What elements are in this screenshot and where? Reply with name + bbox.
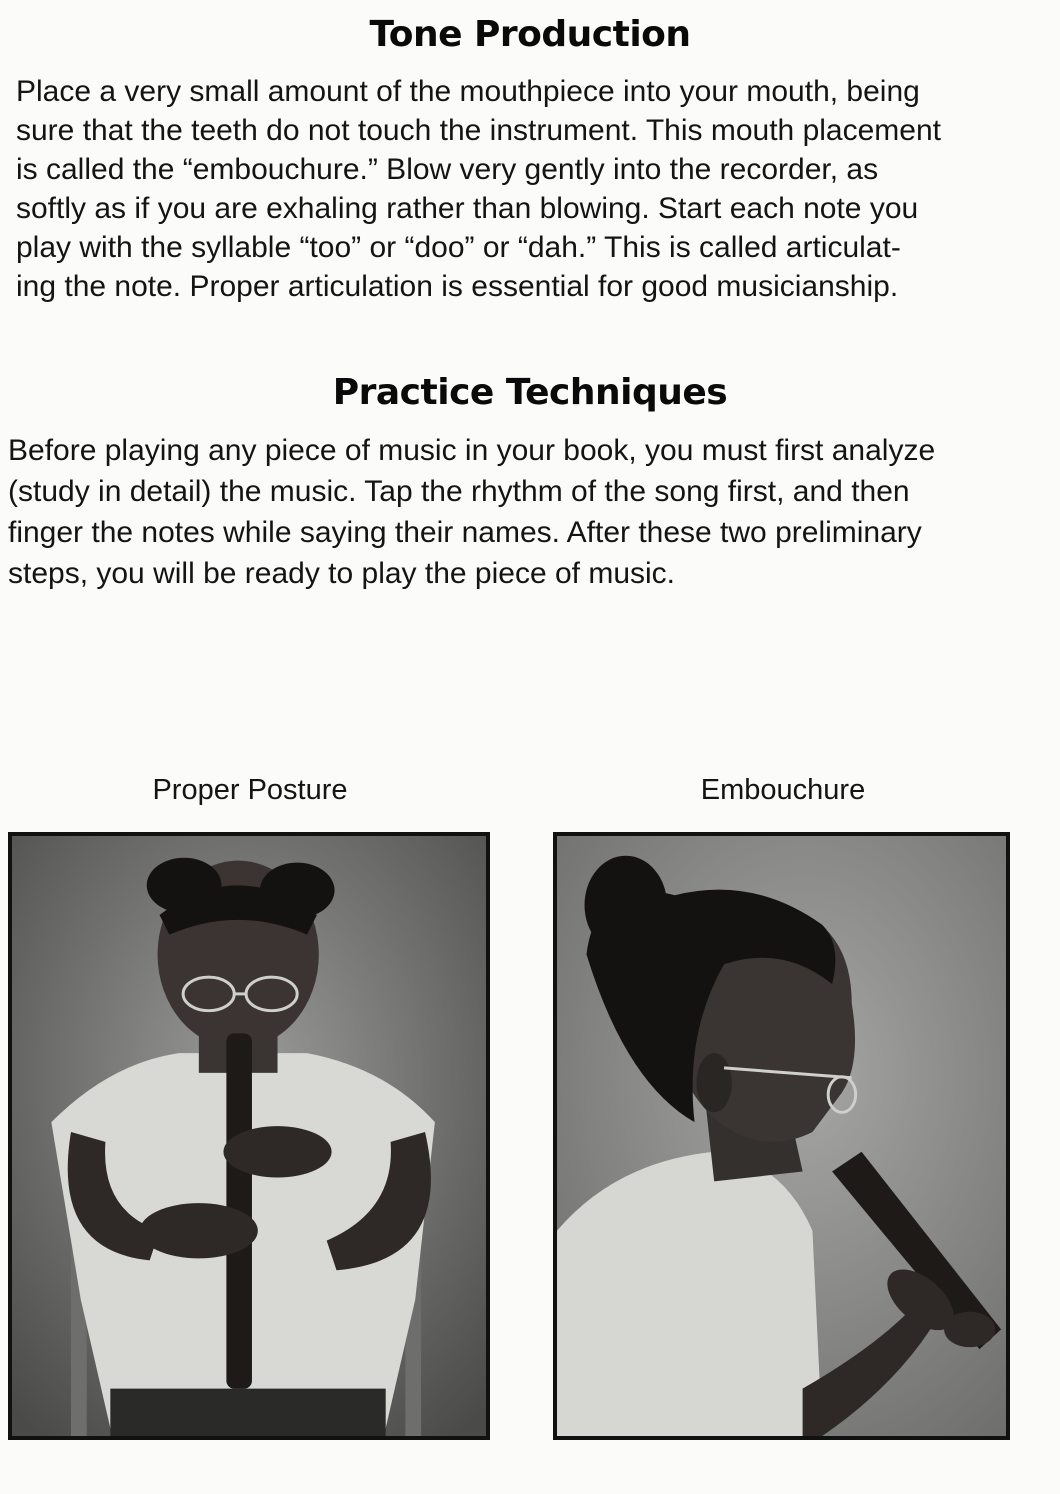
embouchure-caption: Embouchure [700,774,866,806]
proper-posture-caption: Proper Posture [152,774,348,806]
proper-posture-photo [8,832,490,1440]
tone-production-heading: Tone Production [369,14,691,55]
paragraph-line: Place a very small amount of the mouthpiece into your mouth, being [16,75,920,108]
tone-production-paragraph [16,72,941,306]
embouchure-photo [553,832,1010,1440]
paragraph-line: sure that the teeth do not touch the instrument. This mouth placement [16,114,941,147]
paragraph-line: finger the notes while saying their names. After these two preliminary [8,516,922,549]
paragraph-line: softly as if you are exhaling rather than blowing. Start each note you [16,192,919,225]
paragraph-line: (study in detail) the music. Tap the rhythm of the song first, and then [8,475,910,508]
paragraph-line: ing the note. Proper articulation is essential for good musicianship. [16,270,899,303]
paragraph-line: play with the syllable “too” or “doo” or “dah.” This is called articulat- [16,231,901,264]
practice-techniques-paragraph [8,430,935,594]
paragraph-line: is called the “embouchure.” Blow very gently into the recorder, as [16,153,879,186]
practice-techniques-heading: Practice Techniques [332,372,728,413]
paragraph-line: steps, you will be ready to play the piece of music. [8,557,676,590]
paragraph-line: Before playing any piece of music in your book, you must first analyze [8,434,936,467]
